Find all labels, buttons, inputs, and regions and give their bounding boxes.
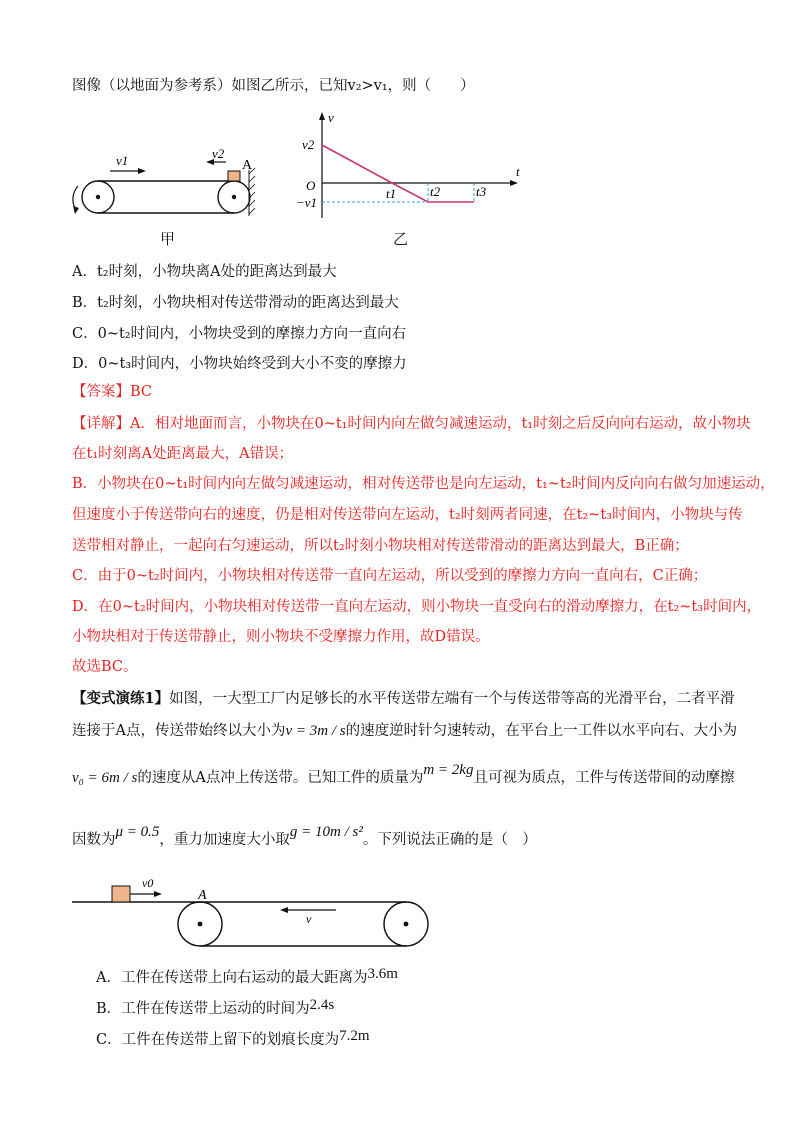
svg-text:t2: t2: [430, 184, 441, 199]
option-2-c: C．工件在传送带上留下的划痕长度为7.2m: [96, 1028, 370, 1048]
explain-line-1: 【详解】A．相对地面而言，小物块在0~t₁时间内向左做匀减速运动，t₁时刻之后反向向右运动，故小物块: [72, 416, 751, 432]
explain-line-8: 小物块相对于传送带静止，则小物块不受摩擦力作用，故D错误。: [72, 629, 490, 645]
option-2-b: B．工件在传送带上运动的时间为2.4s: [96, 997, 335, 1017]
label-a: A: [242, 158, 253, 173]
explain-line-2: 在t₁时刻离A处距离最大，A错误；: [72, 446, 294, 462]
svg-text:t: t: [516, 164, 520, 179]
svg-text:O: O: [306, 178, 316, 193]
svg-text:t3: t3: [476, 184, 487, 199]
svg-text:v0: v0: [142, 876, 154, 890]
explain-line-5: 送带相对静止，一起向右匀速运动，所以t₂时刻小物块相对传送带滑动的距离达到最大，B正确；: [72, 538, 689, 554]
option-1-a: A．t₂时刻，小物块离A处的距离达到最大: [72, 264, 337, 280]
label-v1: v1: [116, 153, 129, 168]
caption-yi: 乙: [393, 230, 409, 248]
svg-text:t1: t1: [386, 186, 397, 201]
svg-text:−v1: −v1: [296, 195, 318, 210]
option-2-a: A．工件在传送带上向右运动的最大距离为3.6m: [96, 966, 398, 986]
variant-line-1: 【变式演练1】如图，一大型工厂内足够长的水平传送带左端有一个与传送带等高的光滑平台，二者平滑: [72, 690, 735, 707]
svg-text:v: v: [328, 110, 334, 125]
intro-text: 图像（以地面为参考系）如图乙所示，已知v₂>v₁，则（ ）: [72, 78, 475, 94]
explain-line-3: B．小物块在0~t₁时间内向左做匀减速运动，相对传送带也是向左运动，t₁~t₂时间内反向向右做匀加速运动，: [72, 476, 775, 492]
answer-label: 【答案】BC: [72, 384, 153, 400]
conclusion: 故选BC。: [72, 659, 138, 675]
figure-variant-conveyor: [72, 868, 442, 958]
option-1-c: C．0~t₂时间内，小物块受到的摩擦力方向一直向右: [72, 326, 407, 342]
vt-curve: [322, 145, 474, 202]
block-a: [228, 171, 240, 181]
formula-v0: v₀ = 6m / s: [72, 770, 138, 786]
workpiece-block: [112, 886, 130, 902]
option-1-d: D．0~t₃时间内，小物块始终受到大小不变的摩擦力: [72, 356, 407, 372]
svg-text:v: v: [306, 912, 312, 926]
label-v2: v2: [212, 146, 225, 161]
svg-text:v2: v2: [302, 137, 315, 152]
svg-text:A: A: [198, 888, 207, 903]
caption-jia: 甲: [160, 230, 176, 248]
figure-yi-vt-graph: [290, 110, 530, 225]
variant-line-2: 连接于A点，传送带始终以大小为v = 3m / s的速度逆时针匀速转动，在平台上一工件以水平向右、大小为: [72, 723, 738, 739]
variant-tag: 【变式演练1】: [72, 690, 170, 707]
formula-m: m = 2kg: [423, 762, 474, 778]
variant-line-4: 因数为μ = 0.5，重力加速度大小取g = 10m / s²。下列说法正确的是（ ）: [72, 824, 537, 848]
variant-line-3: v₀ = 6m / s的速度从A点冲上传送带。已知工件的质量为m = 2kg且可视为质点，工件与传送带间的动摩擦: [72, 762, 735, 786]
formula-mu: μ = 0.5: [115, 824, 160, 840]
explain-line-4: 但速度小于传送带向右的速度，仍是相对传送带向左运动，t₂时刻两者同速，在t₂~t₃时间内，小物块与传: [72, 507, 743, 523]
explain-line-6: C．由于0~t₂时间内，小物块相对传送带一直向左运动，所以受到的摩擦力方向一直向右，C正确；: [72, 568, 708, 584]
formula-v: v = 3m / s: [285, 723, 346, 739]
explain-line-7: D．在0~t₂时间内，小物块相对传送带一直向左运动，则小物块一直受向右的滑动摩擦力，在t₂~t₃时间内，: [72, 599, 762, 615]
formula-g: g = 10m / s²: [289, 824, 363, 840]
option-1-b: B．t₂时刻，小物块相对传送带滑动的距离达到最大: [72, 295, 399, 311]
